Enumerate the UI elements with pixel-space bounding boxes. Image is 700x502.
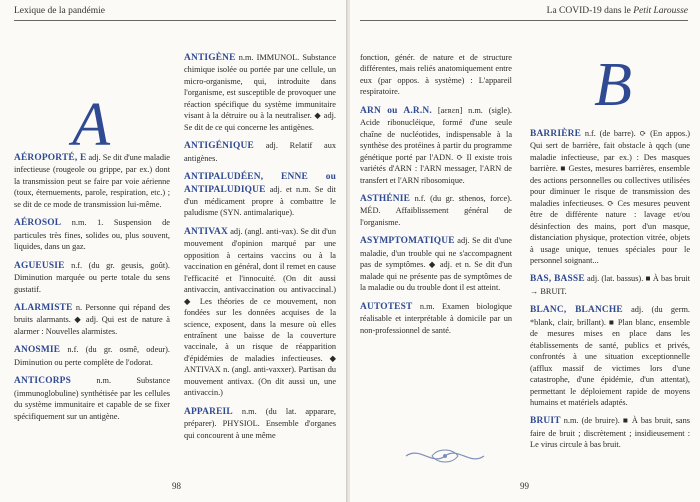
entry-anticorps: ANTICORPS n.m. Substance (immunoglobuline) synthétisée par les cellules du système immunitaire et capable de se fixer spécifiquement sur un antigène.	[14, 376, 170, 421]
entry-antigenique: ANTIGÉNIQUE adj. Relatif aux antigènes.	[184, 141, 337, 163]
left-col-2	[184, 52, 336, 448]
running-head-left: Lexique de la pandémie	[14, 6, 106, 16]
entry-anosmie: ANOSMIE n.f. (du gr. osmê, odeur). Diminution ou perte complète de l'odorat.	[14, 345, 170, 367]
headword: BLANC, BLANCHE	[530, 305, 623, 316]
entry-antivax: ANTIVAX adj. (angl. anti-vax). Se dit d'un mouvement d'opinion marqué par une opposition à certains vaccins ou à la vaccination en général, dont il remet en cause l'efficacité et l'innocuité. (On dit aussi antivaccin, antivaccination ou antivaccinal.) ◆ Les théories de ce mouvement, non fondées sur les données acquises de la science, exposent, dans la mesure où elles entraînent une baisse de la couverture vaccinale, à un risque de réapparition d'épidémies de maladies infectieuses. ◆ ANTIVAX n. (angl. anti-vaxxer). Partisan du mouvement antivax. (On dit aussi un, une antivaccin.)	[184, 226, 336, 398]
headword: ASTHÉNIE	[360, 193, 411, 204]
headword: ASYMPTOMATIQUE	[360, 236, 455, 247]
section-letter-a: A	[72, 91, 110, 159]
ornament-flourish-icon	[402, 442, 488, 470]
entry-agueusie: AGUEUSIE n.f. (du gr. geusis, goût). Diminution marquée ou perte totale du sens gustatif.	[14, 260, 170, 294]
entry-asthenie: ASTHÉNIE n.f. (du gr. sthenos, force). MÉD. Affaiblissement général de l'organisme.	[360, 193, 512, 227]
headword: ANTICORPS	[14, 376, 72, 387]
entry-antipaludeen: ANTIPALUDÉEN, ENNE ou ANTIPALUDIQUE adj. et n.m. Se dit d'un médicament propre à combattre le paludisme (SYN. antimalarique).	[184, 172, 336, 218]
entry-appareil: APPAREIL n.m. (du lat. apparare, préparer). PHYSIOL. Ensemble d'organes qui concourent à une même	[184, 406, 336, 440]
headword: AÉROSOL	[14, 218, 62, 229]
entry-bruit: BRUIT n.m. (de bruire). ■ À bas bruit, sans faire de bruit ; discrètement ; insidieusement : Le virus circule à bas bruit.	[530, 416, 690, 450]
headword: ANOSMIE	[14, 345, 61, 356]
entry-bas: BAS, BASSE adj. (lat. bassus). ■ À bas bruit → BRUIT.	[530, 274, 690, 296]
running-head-right: La COVID-19 dans le Petit Larousse	[546, 6, 688, 16]
headword: ALARMISTE	[14, 302, 73, 313]
entry-autotest: AUTOTEST n.m. Examen biologique réalisable et interprétable à domicile par un non-professionnel de santé.	[360, 301, 512, 335]
headword: AGUEUSIE	[14, 260, 65, 271]
right-page	[350, 0, 700, 502]
headword: AÉROPORTÉ, E	[14, 153, 87, 163]
headword: ANTIGÈNE	[184, 53, 236, 63]
right-col-1	[360, 52, 512, 343]
entry-blanc: BLANC, BLANCHE adj. (du germ. *blank, clair, brillant). ■ Plan blanc, ensemble de mesures mises en place dans les établissements de santé, publics et privés, confrontés à une situation exceptionnelle (afflux massif de victimes lors d'une catastrophe, d'une épidémie, d'un attentat), permettant le déploiement rapide de moyens humains et matériels adaptés.	[530, 305, 690, 407]
entry-aerosol: AÉROSOL n.m. 1. Suspension de particules très fines, solides ou, plus souvent, liquides, dans un gaz.	[14, 218, 170, 252]
headword: ANTIPALUDÉEN, ENNE ou ANTIPALUDIQUE	[184, 172, 336, 195]
entry-asymptomatique: ASYMPTOMATIQUE adj. Se dit d'une maladie, d'un trouble qui ne s'accompagnent pas de symptômes. ◆ adj. et n. Se dit d'un malade qui ne présente pas de symptômes de la maladie ou du trouble dont il est atteint.	[360, 236, 512, 293]
headword: BAS, BASSE	[530, 274, 585, 285]
headword: APPAREIL	[184, 406, 233, 417]
header-rule	[14, 20, 336, 21]
page-number-right: 99	[520, 481, 529, 491]
entry-aeroporte: AÉROPORTÉ, E adj. Se dit d'une maladie infectieuse (rougeole ou grippe, par ex.) dont la transmission peut se faire par voie aérienne (toux, éternuements, parole, respiration, etc.) ; se dit de ce mode de transmission lui-même.	[14, 153, 170, 209]
headword: ARN ou A.R.N.	[360, 105, 432, 116]
right-col-2	[530, 128, 690, 458]
header-rule	[360, 20, 688, 21]
headword: ANTIGÉNIQUE	[184, 141, 254, 152]
section-letter-b: B	[594, 51, 632, 119]
entry-antigene: ANTIGÈNE n.m. IMMUNOL. Substance chimique isolée ou portée par une cellule, un micro-organisme, qui, introduite dans l'organisme, est susceptible de provoquer une réaction spécifique du système immunitaire visant à la détruire ou à la neutraliser. ◆ adj. Se dit de ce qui concerne les antigènes.	[184, 53, 336, 132]
headword: BARRIÈRE	[530, 129, 582, 139]
left-col-1	[14, 152, 170, 429]
page-number-left: 98	[172, 481, 181, 491]
headword: ANTIVAX	[184, 226, 228, 237]
left-page	[0, 0, 348, 502]
headword: BRUIT	[530, 416, 561, 427]
entry-alarmiste: ALARMISTE n. Personne qui répand des bruits alarmants. ◆ adj. Qui est de nature à alarmer : Nouvelles alarmistes.	[14, 302, 171, 336]
headword: AUTOTEST	[360, 301, 413, 312]
entry-appareil-cont: fonction, génér. de nature et de structure différentes, mais reliés anatomiquement entre eux (par oppos. à système) : L'appareil respiratoire.	[360, 53, 512, 97]
entry-arn: ARN ou A.R.N. [aɛʀɛn] n.m. (sigle). Acide ribonucléique, formé d'une seule chaîne de nucléotides, indispensable à la synthèse des protéines à partir du programme génétique porté par l'ADN. ⟳ Il existe trois variétés d'ARN : l'ARN messager, l'ARN de transfert et l'ARN ribosomique.	[360, 105, 513, 185]
entry-barriere: BARRIÈRE n.f. (de barre). ⟳ (En appos.) Qui sert de barrière, fait obstacle à qqch (une maladie infectieuse, par ex.) : Des masques barrière. ■ Gestes, mesures barrières, ensemble des actions personnelles ou collectives utilisées pour diminuer le risque de transmission des maladies infectieuses. ⟳ Ces mesures peuvent être de différente nature : lavage et/ou désinfection des mains, port d'un masque, distanciation physique, protection vitrée, objets à usage unique, tenues spéciales pour le personnel soignant...	[530, 129, 691, 265]
